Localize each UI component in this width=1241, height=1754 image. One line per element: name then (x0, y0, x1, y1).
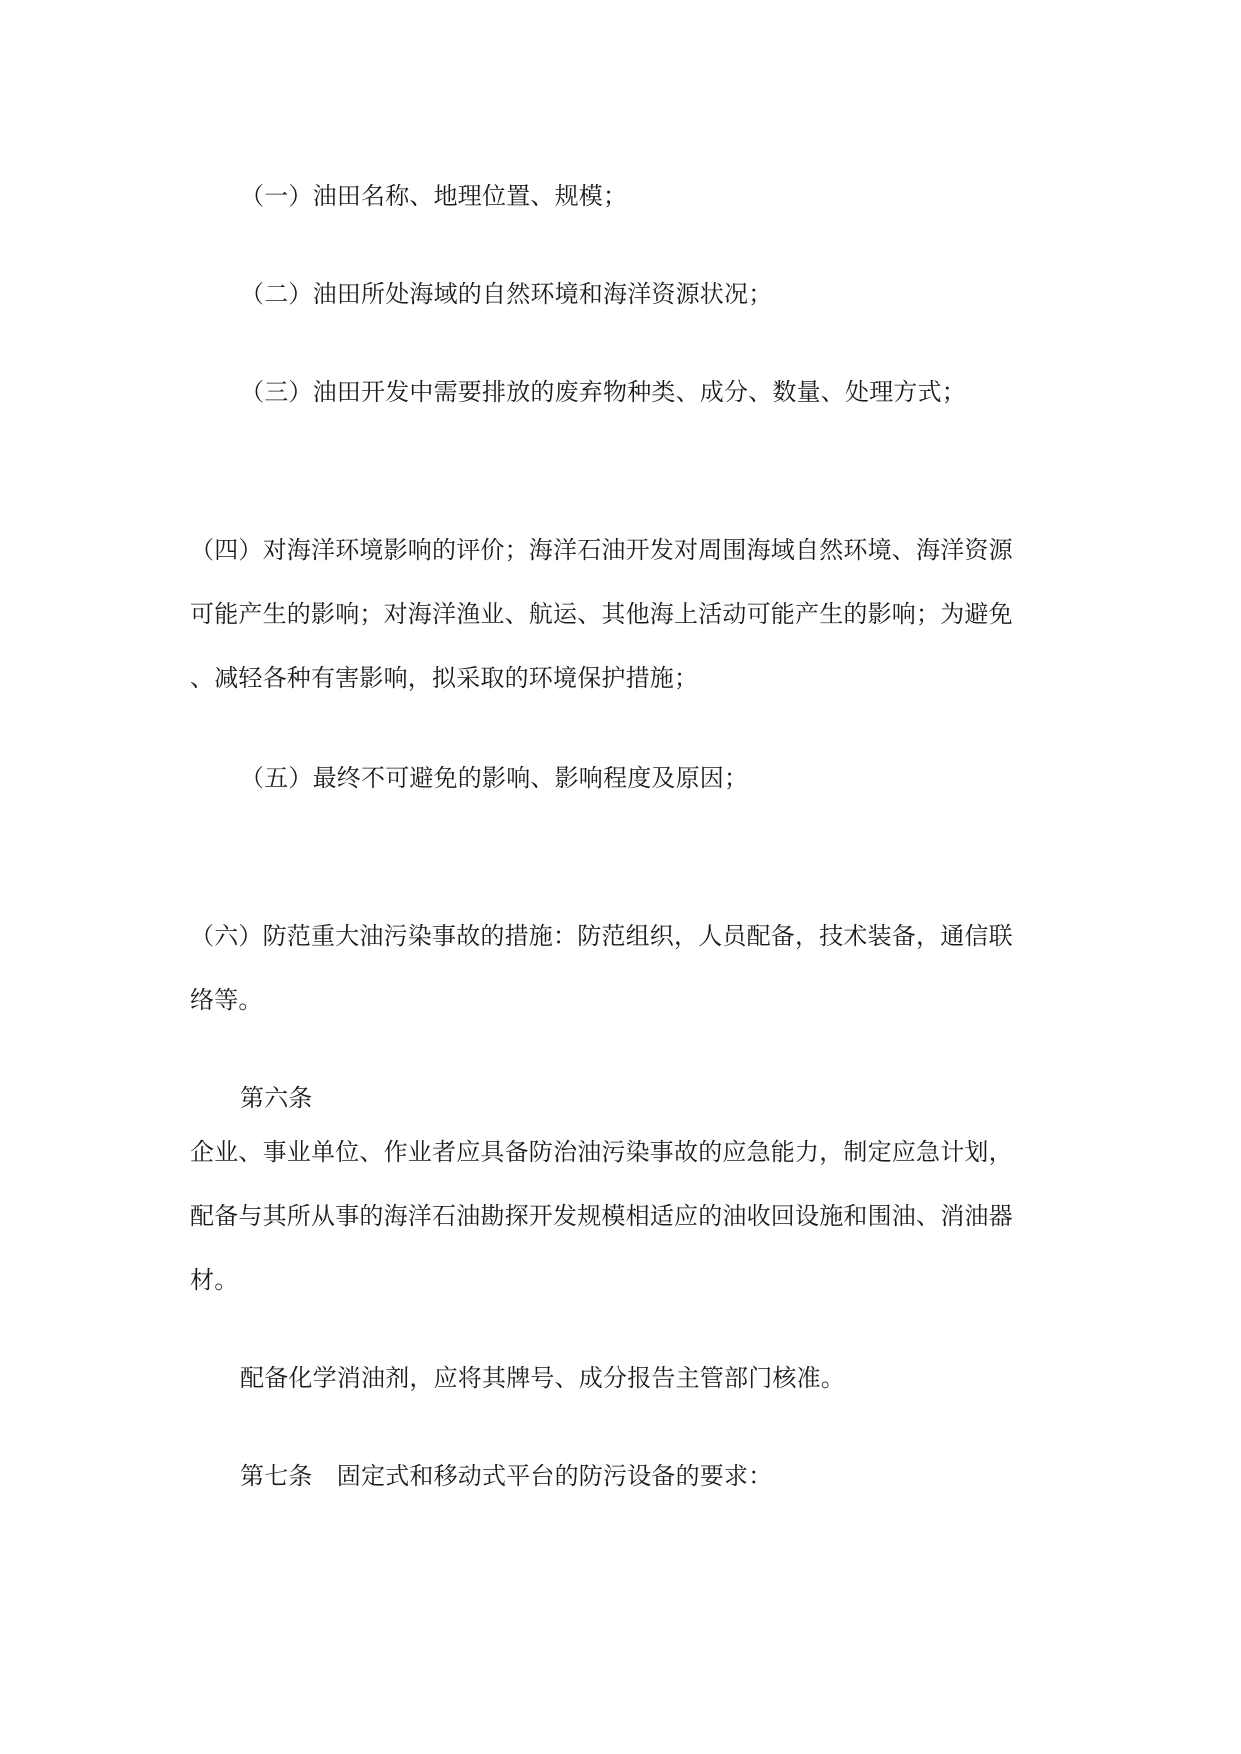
article-7-line: 第七条 固定式和移动式平台的防污设备的要求： (240, 1462, 773, 1490)
article-6-heading: 第六条 (240, 1084, 313, 1112)
item-5-line: （五）最终不可避免的影响、影响程度及原因； (240, 764, 749, 792)
article-6-line-2: 配备与其所从事的海洋石油勘探开发规模相适应的油收回设施和围油、消油器 (190, 1202, 1013, 1230)
item-4-line-2: 可能产生的影响；对海洋渔业、航运、其他海上活动可能产生的影响；为避免 (190, 600, 1013, 628)
item-4-line-3: 、减轻各种有害影响，拟采取的环境保护措施； (190, 664, 699, 692)
article-6-paragraph-2: 配备化学消油剂，应将其牌号、成分报告主管部门核准。 (240, 1364, 845, 1392)
item-6-line-1: （六）防范重大油污染事故的措施：防范组织，人员配备，技术装备，通信联 (190, 922, 1013, 950)
item-3-line: （三）油田开发中需要排放的废弃物种类、成分、数量、处理方式； (240, 378, 966, 406)
item-1-line: （一）油田名称、地理位置、规模； (240, 182, 628, 210)
item-6-line-2: 络等。 (190, 986, 263, 1014)
article-6-line-3: 材。 (190, 1266, 239, 1294)
article-6-line-1: 企业、事业单位、作业者应具备防治油污染事故的应急能力，制定应急计划， (190, 1138, 1013, 1166)
item-2-line: （二）油田所处海域的自然环境和海洋资源状况； (240, 280, 773, 308)
item-4-line-1: （四）对海洋环境影响的评价；海洋石油开发对周围海域自然环境、海洋资源 (190, 536, 1013, 564)
